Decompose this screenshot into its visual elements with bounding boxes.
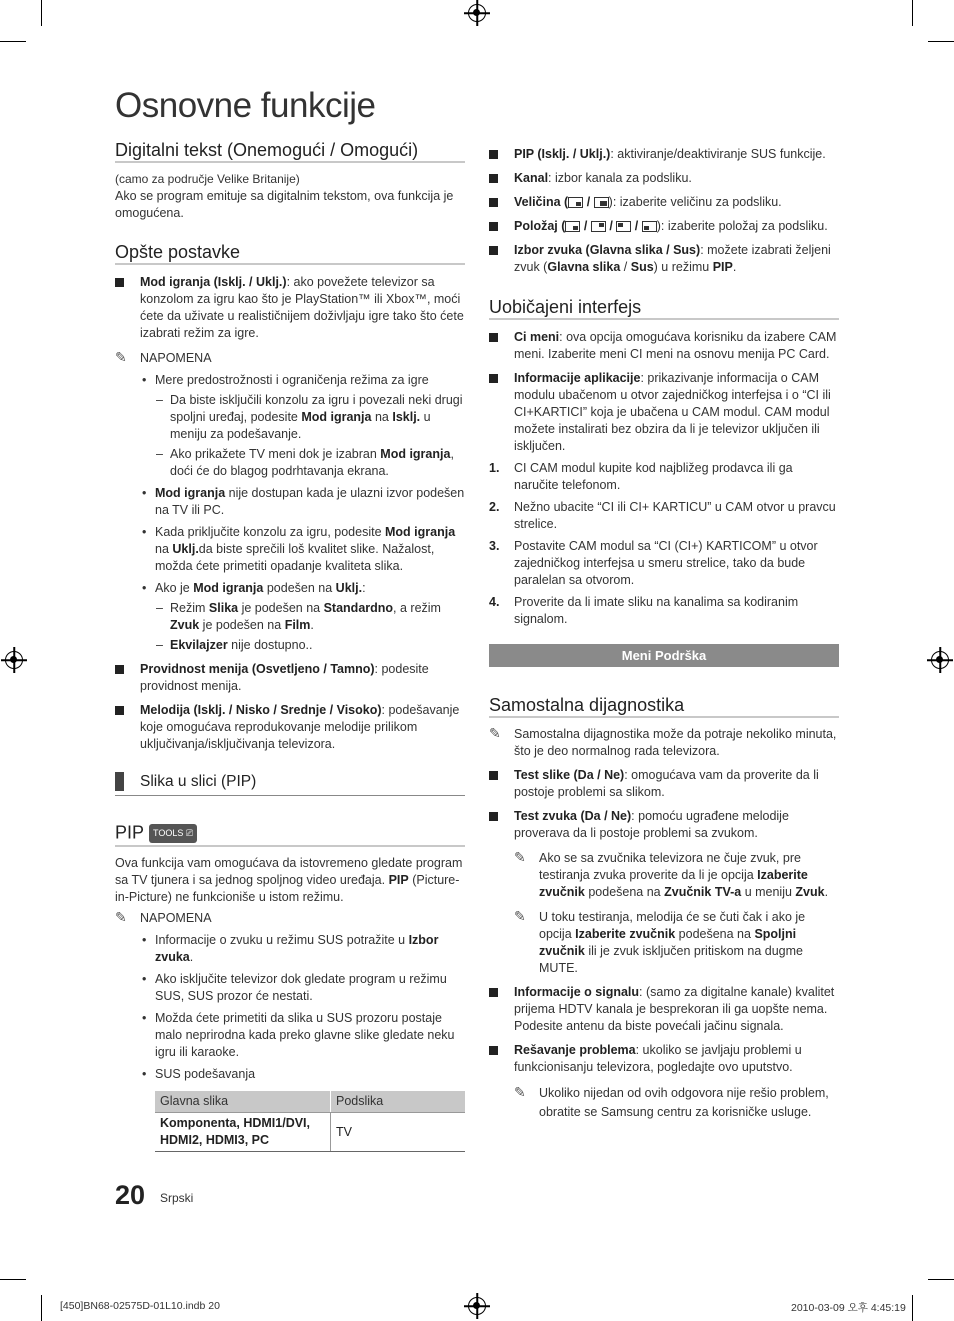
page-number: 20 — [115, 1180, 146, 1210]
pencil-note-icon: ✎ — [514, 908, 526, 924]
list-item-channel: Kanal: izbor kanala za podsliku. — [489, 170, 839, 187]
pencil-note-icon: ✎ — [115, 909, 127, 925]
footer-file-info: [450]BN68-02575D-01L10.indb 20 — [60, 1300, 220, 1312]
note-block: ✎ Ukoliko nijedan od ovih odgovora nije rešio problem, obratite se Samsung centru za korisničke usluge. — [514, 1084, 829, 1119]
subsection-heading-pip: Slika u slici (PIP) — [115, 772, 465, 796]
table-cell: Komponenta, HDMI1/DVI, HDMI2, HDMI3, PC — [155, 1113, 331, 1152]
sus-settings-table — [155, 1091, 465, 1152]
pencil-note-icon: ✎ — [489, 725, 501, 741]
list-item-melody: Melodija (Isklj. / Nisko / Srednje / Visoko): podešavanje koje omogućava reprodukovanje melodije prilikom uključivanja/isključivanja televizora. — [115, 702, 465, 753]
section-heading-general: Opšte postavke — [115, 244, 465, 265]
heading-bar — [115, 772, 124, 791]
section-heading-digital-text: Digitalni tekst (Onemogući / Omogući) — [115, 142, 465, 163]
section-heading-pip: PIP TOOLS ⎚ — [115, 824, 465, 847]
list-item-troubleshooting: Rešavanje problema: ukoliko se javljaju problemi u funkcionisanju televizora, pogledajte ovo uputstvo. — [489, 1042, 839, 1076]
list-item: – Da biste isključili konzolu za igru i povezali neki drugi spoljni uređaj, podesite Mod igranja na Isklj. u meniju za podešavanje. — [155, 392, 465, 443]
list-item-sound-select: Izbor zvuka (Glavna slika / Sus): možete izabrati željeni zvuk (Glavna slika / Sus) u režimu PIP. — [489, 242, 839, 276]
crop-mark — [928, 41, 954, 42]
list-item-sound-test: Test zvuka (Da / Ne): pomoću ugrađene melodije proverava da li postoje problemi sa zvukom. — [489, 808, 839, 842]
step-item: 1. CI CAM modul kupite kod najbližeg prodavca ili ga naručite telefonom. — [489, 461, 793, 492]
note-block: ✎ Ako se sa zvučnika televizora ne čuje zvuk, pre testiranja zvuka proverite da li je opcija Izaberite zvučnik podešena na Zvučnik TV-a u meniju Zvuk. — [514, 849, 829, 899]
list-item-pip-onoff: PIP (Isklj. / Uklj.): aktiviranje/deaktiviranje SUS funkcije. — [489, 146, 839, 163]
pip-section — [115, 824, 465, 1152]
list-item: • Informacije o zvuku u režimu SUS potražite u Izbor zvuka. — [140, 932, 465, 966]
note-block: ✎ NAPOMENA — [115, 349, 212, 365]
digital-text-desc: Ako se program emituje sa digitalnim tekstom, ova funkcija je omogućena. — [115, 189, 454, 220]
list-item: • Mod igranja nije dostupan kada je ulazni izvor podešen na TV ili PC. — [140, 485, 465, 519]
list-item: • SUS podešavanja — [140, 1066, 465, 1083]
table-header: Podslika — [331, 1091, 466, 1113]
list-item: – Režim Slika je podešen na Standardno, a režim Zvuk je podešen na Film. — [155, 600, 465, 634]
section-heading-common-interface: Uobičajeni interfejs — [489, 299, 839, 320]
list-item-picture-test: Test slike (Da / Ne): omogućava vam da proverite da li postoje problemi sa slikom. — [489, 767, 839, 801]
crop-mark — [0, 41, 26, 42]
crop-mark — [41, 1295, 42, 1321]
pip-desc: Ova funkcija vam omogućava da istovremeno gledate program sa TV tjunera i sa jednog spoljnog video uređaja. PIP (Picture-in-Picture) ne funkcioniše u istom režimu. — [115, 856, 463, 904]
pip-size-small-icon — [568, 197, 583, 208]
section-heading-self-diagnosis: Samostalna dijagnostika — [489, 697, 839, 718]
list-item: • Možda ćete primetiti da slika u SUS prozoru postaje malo neprirodna kada preko glavne slike gledate neku igru ili karaoke. — [140, 1010, 465, 1061]
table-header-row — [155, 1091, 465, 1113]
list-item: – Ekvilajzer nije dostupno.. — [155, 637, 465, 654]
crop-mark — [912, 0, 913, 26]
tools-badge: TOOLS ⎚ — [149, 824, 197, 843]
footer-date: 2010-03-09 오후 4:45:19 — [791, 1302, 906, 1314]
list-item-size: Veličina ( / ): izaberite veličinu za podsliku. — [489, 194, 839, 211]
step-item: 4. Proverite da li imate sliku na kanalima sa kodiranim signalom. — [489, 595, 799, 626]
registration-mark-icon — [931, 651, 949, 669]
pip-size-large-icon — [594, 197, 609, 208]
pencil-note-icon: ✎ — [115, 349, 127, 365]
list-item-signal-info: Informacije o signalu: (samo za digitalne kanale) kvalitet prijema HDTV kanala je besprekoran ili ga uopšte nema. Podesite antenu da biste povećali jačinu signala. — [489, 984, 839, 1035]
pip-pos-bottom-left-icon — [642, 221, 657, 232]
list-item: • Mere predostrožnosti i ograničenja režima za igre — [140, 372, 465, 389]
pencil-note-icon: ✎ — [514, 1084, 526, 1100]
step-item: 3. Postavite CAM modul sa “CI (CI+) KARTICOM” u otvor zajedničkog interfejsa u smeru strelice, tako da bude paralelan sa otvorom. — [489, 539, 818, 587]
list-item-transparency: Providnost menija (Osvetljeno / Tamno): podesite providnost menija. — [115, 661, 465, 695]
note-block: ✎ NAPOMENA — [115, 909, 212, 925]
crop-mark — [912, 1295, 913, 1321]
crop-mark — [41, 0, 42, 26]
page-language: Srpski — [160, 1191, 194, 1205]
list-item: • Ako je Mod igranja podešen na Uklj.: — [140, 580, 465, 597]
common-interface-section — [489, 299, 839, 628]
left-column — [115, 142, 465, 1152]
list-item-game-mode: Mod igranja (Isklj. / Uklj.): ako povežete televizor sa konzolom za igru kao što je PlayStation™ ili Xbox™, moći ćete da uživate u realističnijem doživljaju igre tako što ćete izabrati režim za igre. — [115, 274, 465, 342]
note-block: ✎ U toku testiranja, melodija će se čuti čak i ako je opcija Izaberite zvučnik podešena na Spoljni zvučnik ili je zvuk isključen pritiskom na dugme MUTE. — [514, 908, 806, 975]
registration-mark-icon — [5, 651, 23, 669]
uk-only-note: (camo za područje Velike Britanije) — [115, 172, 300, 186]
table-cell: TV — [331, 1113, 466, 1152]
list-item-position: Položaj ( / / / ): izaberite položaj za podsliku. — [489, 218, 839, 235]
page-title: Osnovne funkcije — [115, 86, 376, 125]
note-block: ✎ Samostalna dijagnostika može da potraje nekoliko minuta, što je deo normalnog rada televizora. — [489, 725, 837, 758]
pencil-note-icon: ✎ — [514, 849, 526, 865]
step-item: 2. Nežno ubacite “CI ili CI+ KARTICU” u CAM otvor u pravcu strelice. — [489, 500, 836, 531]
list-item: – Ako prikažete TV meni dok je izabran Mod igranja, doći će do blagog podrhtavanja ekrana. — [155, 446, 465, 480]
crop-mark — [928, 1279, 954, 1280]
pip-pos-top-left-icon — [616, 221, 631, 232]
pip-pos-bottom-right-icon — [565, 221, 580, 232]
self-diagnosis-section — [489, 697, 839, 1122]
list-item-ci-menu: Ci meni: ova opcija omogućava korisniku da izabere CAM meni. Izaberite meni CI meni na osnovu menija PC Card. — [489, 329, 839, 363]
list-item-app-info: Informacije aplikacije: prikazivanje informacija o CAM modulu ubačenom u otvor zajedničkog interfejsa i o “CI ili CI+KARTICI” koja je ubačena u CAM modul. CAM modul možete instalirati bez obzira da li je televizor uključen ili isključen. — [489, 370, 839, 455]
list-item: • Kada priključite konzolu za igru, podesite Mod igranja na Uklj.da biste sprečili loš kvalitet slike. Nažalost, možda ćete primetiti opadanje kvaliteta slika. — [140, 524, 465, 575]
registration-mark-icon — [468, 1297, 486, 1315]
support-menu-banner: Meni Podrška — [489, 644, 839, 667]
right-column — [489, 142, 839, 1122]
crop-mark — [0, 1279, 26, 1280]
table-header: Glavna slika — [155, 1091, 331, 1113]
table-row — [155, 1113, 465, 1152]
registration-mark-icon — [468, 4, 486, 22]
general-settings-section — [115, 244, 465, 753]
list-item: • Ako isključite televizor dok gledate program u režimu SUS, SUS prozor će nestati. — [140, 971, 465, 1005]
pip-pos-top-right-icon — [591, 221, 606, 232]
